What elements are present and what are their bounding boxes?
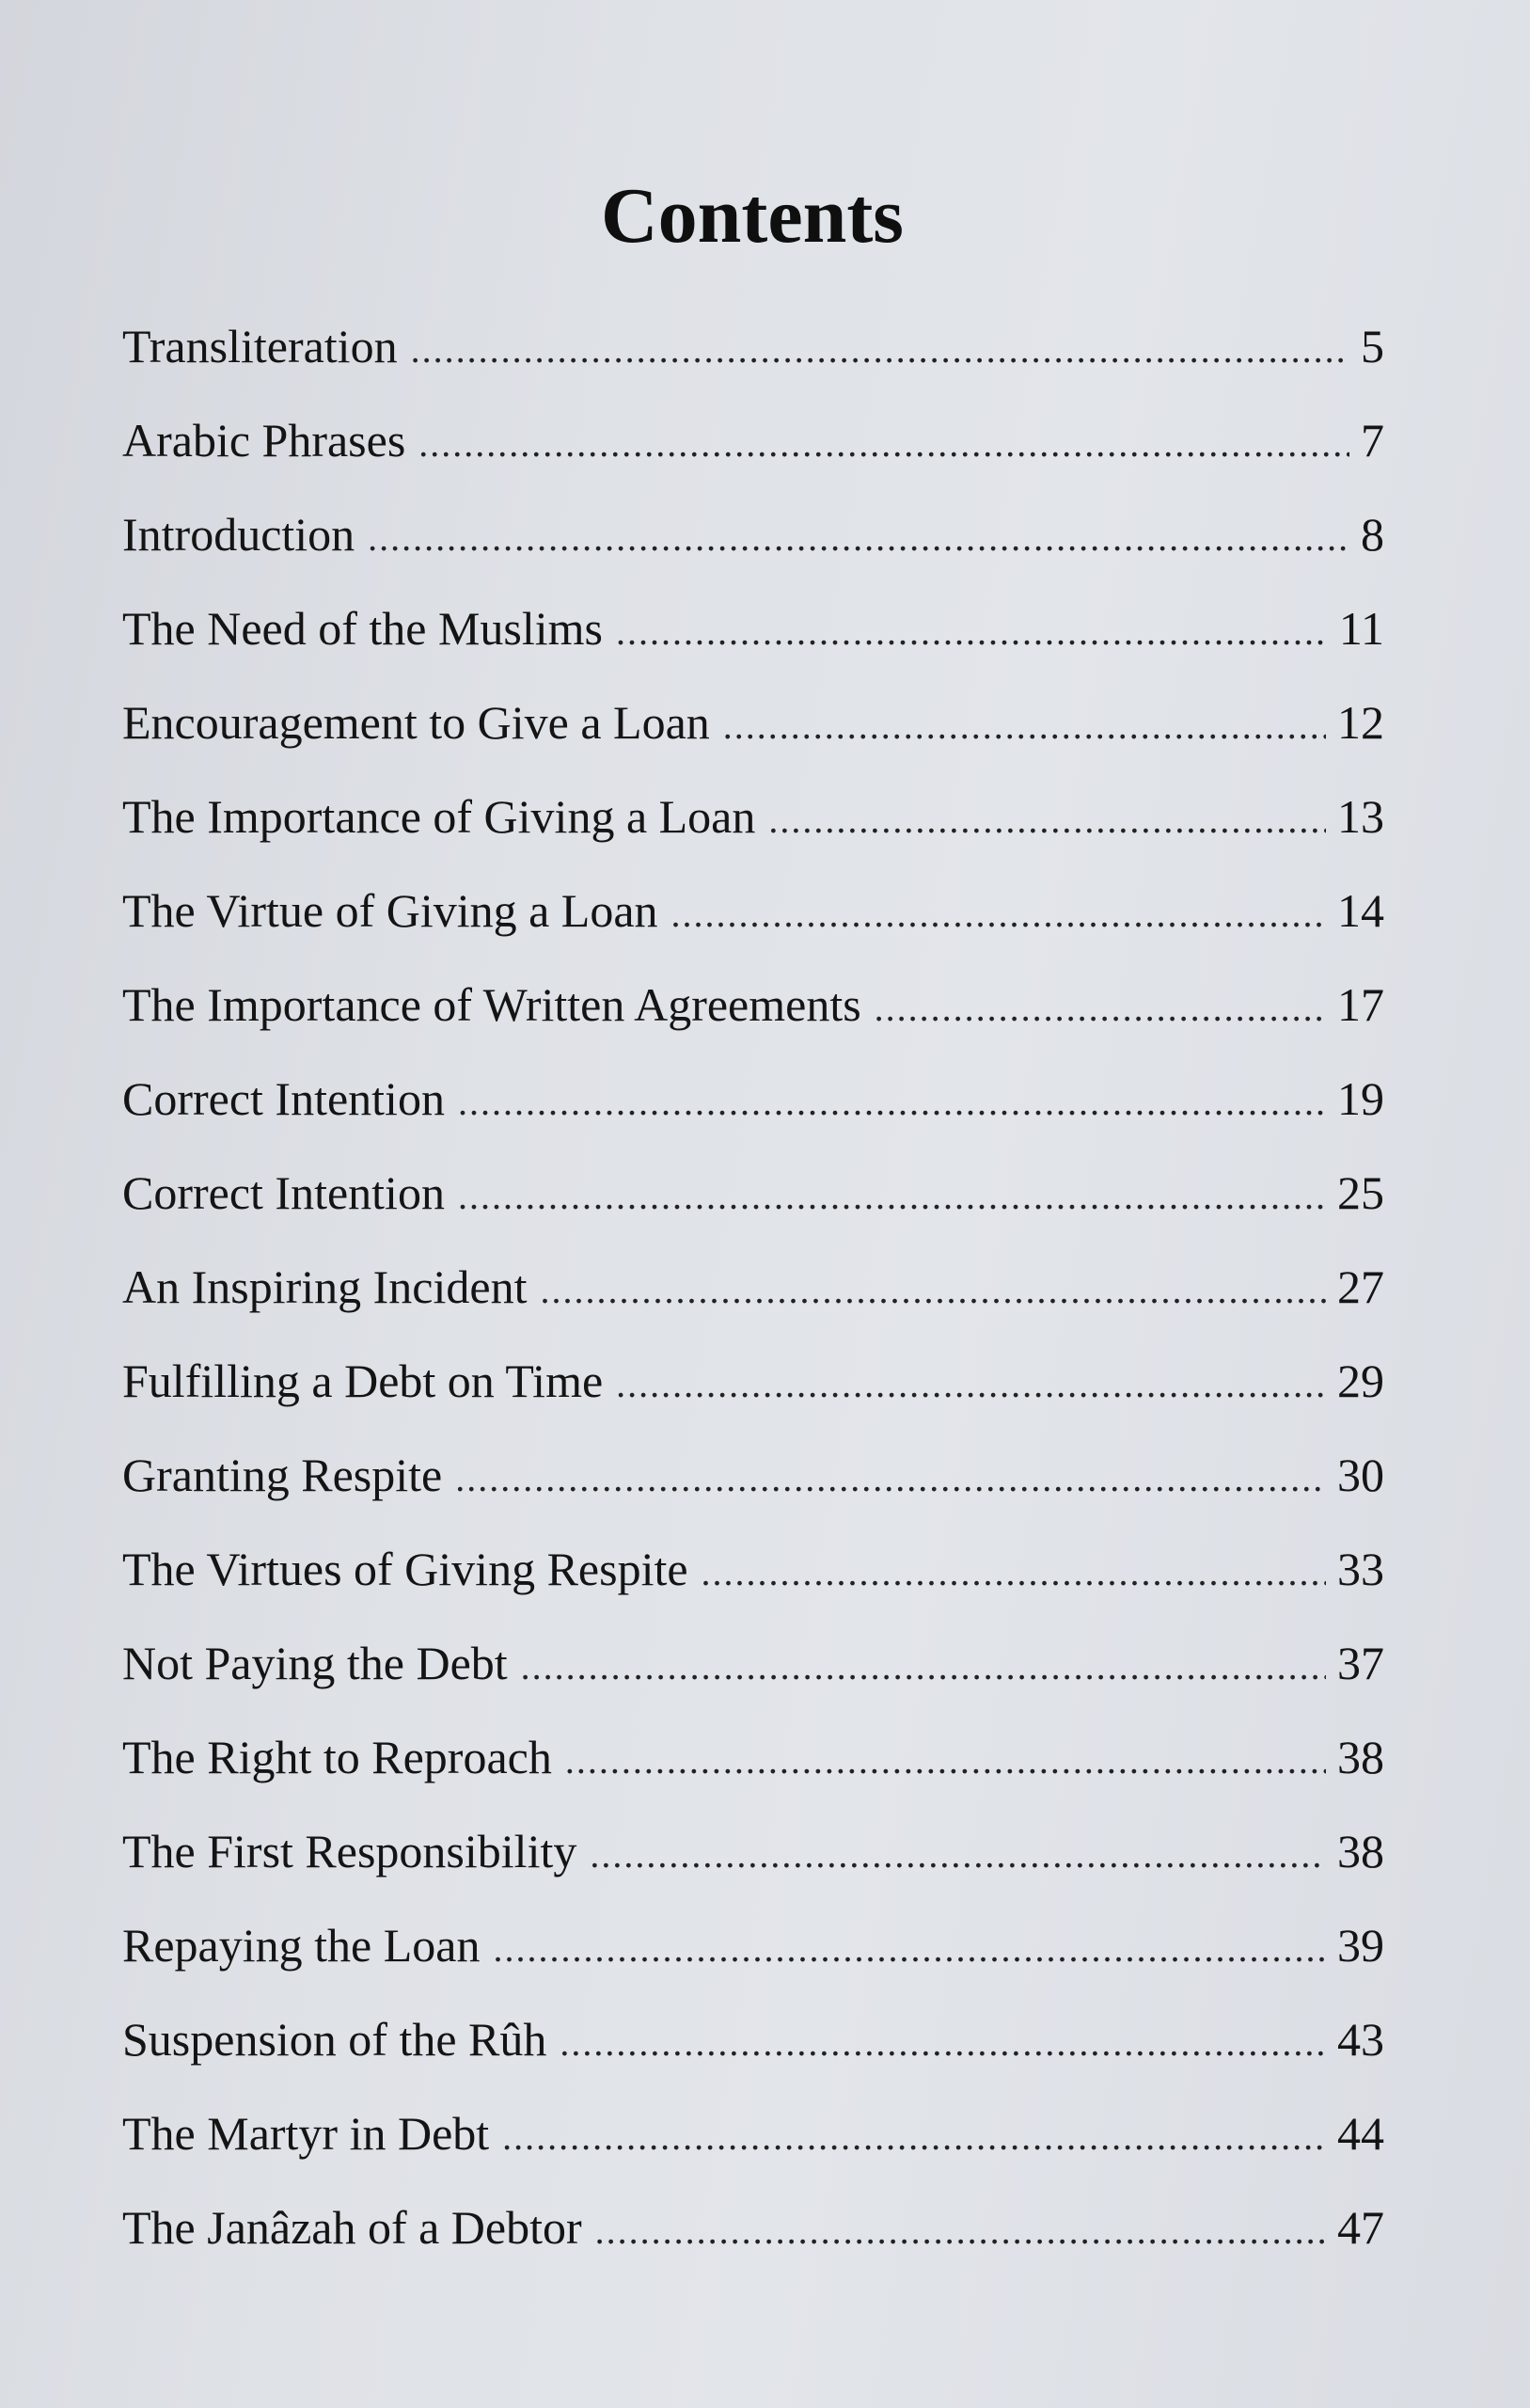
dot-leader (590, 1808, 1326, 1902)
toc-entry-page-number: 39 (1337, 1919, 1384, 1972)
dot-leader (723, 679, 1326, 773)
toc-entry-title: The Right to Reproach (122, 1731, 552, 1783)
toc-entry-title: Correct Intention (122, 1072, 445, 1125)
toc-entry-title: The Janâzah of a Debtor (122, 2201, 582, 2254)
toc-entry-title: Encouragement to Give a Loan (122, 696, 710, 749)
toc-entry (122, 863, 1384, 958)
toc-entry-title: The Martyr in Debt (122, 2107, 490, 2160)
toc-entry-title: Suspension of the Rûh (122, 2013, 547, 2066)
dot-leader (458, 1149, 1326, 1244)
toc-entry-title: The Importance of Written Agreements (122, 978, 861, 1031)
toc-entry (122, 393, 1384, 487)
toc-entry (122, 299, 1384, 393)
toc-entry-page-number: 27 (1337, 1260, 1384, 1313)
toc-entry-title: Arabic Phrases (122, 414, 406, 467)
toc-entry-title: The Importance of Giving a Loan (122, 790, 756, 843)
toc-entry-page-number: 33 (1337, 1543, 1384, 1595)
toc-entry-page-number: 38 (1337, 1731, 1384, 1783)
toc-entry (122, 1522, 1384, 1616)
toc-entry-title: Introduction (122, 508, 355, 561)
toc-entry-page-number: 14 (1337, 884, 1384, 937)
toc-entry-title: Not Paying the Debt (122, 1637, 508, 1689)
toc-entry-page-number: 12 (1337, 696, 1384, 749)
toc-entry (122, 1428, 1384, 1522)
toc-entry (122, 958, 1384, 1052)
dot-leader (671, 867, 1326, 961)
toc-entry-page-number: 47 (1337, 2201, 1384, 2254)
dot-leader (521, 1620, 1326, 1714)
dot-leader (411, 303, 1349, 397)
toc-entry-title: The Virtue of Giving a Loan (122, 884, 658, 937)
dot-leader (540, 1244, 1326, 1338)
toc-entry (122, 1898, 1384, 1992)
page-title: Contents (600, 172, 904, 260)
dot-leader (368, 491, 1349, 585)
dot-leader (875, 961, 1326, 1055)
toc-entry-title: Fulfilling a Debt on Time (122, 1354, 604, 1407)
toc-entry-page-number: 11 (1338, 602, 1384, 655)
toc-entry-page-number: 25 (1337, 1166, 1384, 1219)
dot-leader (560, 1996, 1326, 2090)
toc-entry-page-number: 38 (1337, 1825, 1384, 1877)
toc-entry (122, 1146, 1384, 1240)
toc-entry-page-number: 5 (1361, 320, 1384, 372)
toc-entry-page-number: 13 (1337, 790, 1384, 843)
dot-leader (565, 1714, 1326, 1808)
toc-entry (122, 675, 1384, 769)
dot-leader (418, 397, 1349, 491)
dot-leader (595, 2184, 1326, 2278)
toc-entry-title: Repaying the Loan (122, 1919, 481, 1972)
toc-entry (122, 1992, 1384, 2086)
toc-entry-page-number: 8 (1361, 508, 1384, 561)
toc-entry (122, 487, 1384, 581)
toc-entry-page-number: 17 (1337, 978, 1384, 1031)
dot-leader (458, 1055, 1326, 1149)
toc-entry (122, 769, 1384, 863)
toc-entry (122, 581, 1384, 675)
toc-entry (122, 1334, 1384, 1428)
toc-entry-page-number: 43 (1337, 2013, 1384, 2066)
toc-entry (122, 1804, 1384, 1898)
toc-entry-page-number: 7 (1361, 414, 1384, 467)
toc-entry (122, 1240, 1384, 1334)
toc-entry-page-number: 30 (1337, 1449, 1384, 1501)
toc-entry (122, 1710, 1384, 1804)
toc-entry-title: The Virtues of Giving Respite (122, 1543, 688, 1595)
dot-leader (702, 1526, 1326, 1620)
dot-leader (455, 1432, 1326, 1526)
toc-entry (122, 2086, 1384, 2180)
toc-entry-title: Correct Intention (122, 1166, 445, 1219)
dot-leader (768, 773, 1326, 867)
dot-leader (616, 585, 1328, 679)
table-of-contents (122, 299, 1384, 2274)
toc-entry-page-number: 44 (1337, 2107, 1384, 2160)
toc-entry (122, 1616, 1384, 1710)
toc-entry-title: Transliteration (122, 320, 398, 372)
toc-entry-title: The First Responsibility (122, 1825, 577, 1877)
toc-entry-page-number: 29 (1337, 1354, 1384, 1407)
toc-entry-title: The Need of the Muslims (122, 602, 604, 655)
dot-leader (502, 2090, 1326, 2184)
toc-entry (122, 2180, 1384, 2274)
toc-entry (122, 1052, 1384, 1146)
toc-entry-page-number: 37 (1337, 1637, 1384, 1689)
toc-entry-title: An Inspiring Incident (122, 1260, 528, 1313)
dot-leader (493, 1902, 1326, 1996)
toc-entry-page-number: 19 (1337, 1072, 1384, 1125)
dot-leader (616, 1338, 1326, 1432)
toc-entry-title: Granting Respite (122, 1449, 443, 1501)
